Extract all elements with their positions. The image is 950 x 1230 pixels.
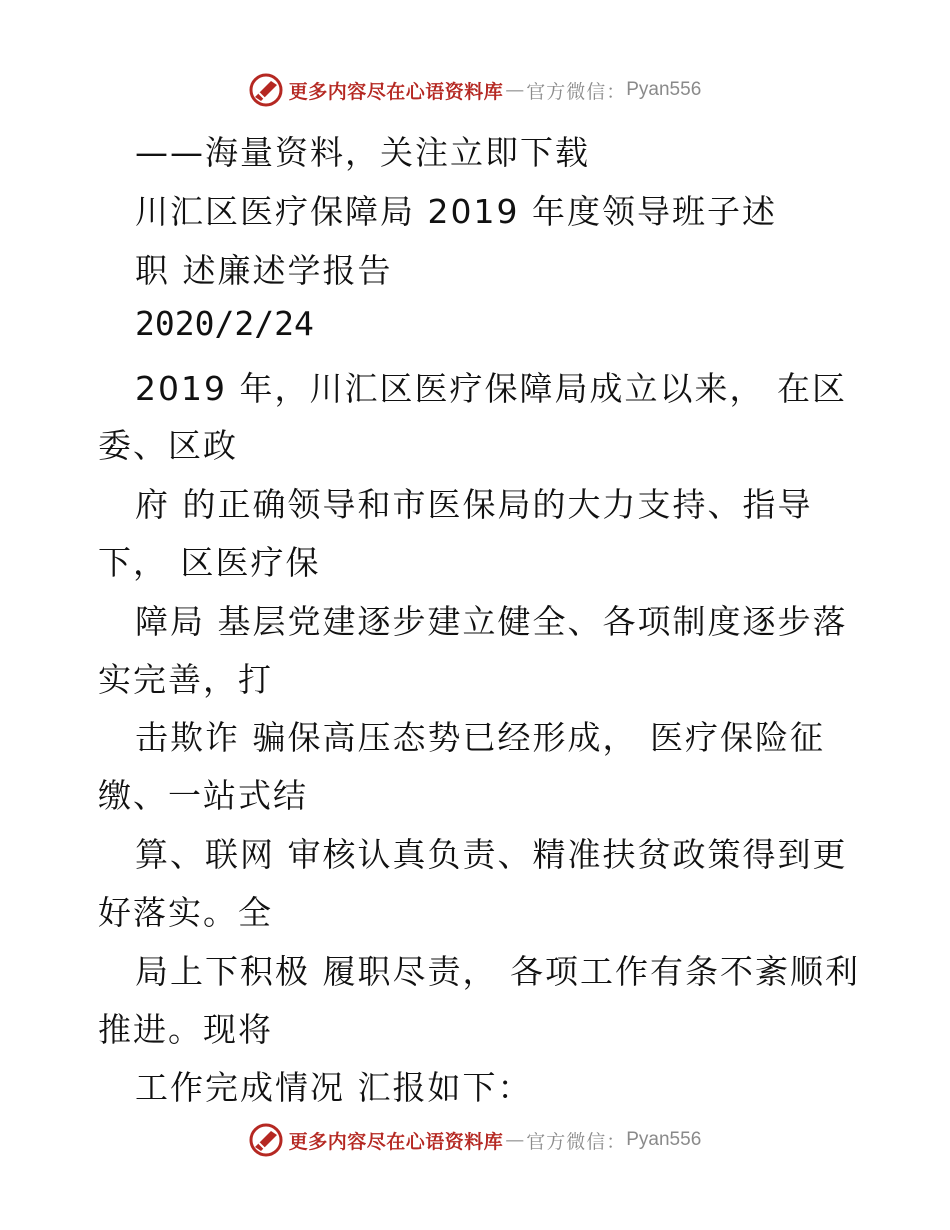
banner-wechat-label: 官方微信： — [526, 80, 627, 103]
footer-banner — [0, 1120, 950, 1160]
banner-wechat-id: Pyan556 — [626, 79, 702, 100]
doc-line-15: 局上下积极 履职尽责， 各项工作有条不紊顺利 — [135, 952, 860, 991]
doc-line-5: 2019 年，川汇区医疗保障局成立以来， 在区 — [135, 369, 847, 408]
doc-line-10: 实完善，打 — [98, 660, 273, 699]
doc-line-9: 障局 基层党建逐步建立健全、各项制度逐步落 — [135, 602, 848, 641]
doc-date: 2020/2/24 — [135, 304, 314, 343]
banner-main-text: 更多内容尽在心语资料库 — [288, 1130, 504, 1153]
doc-line-6: 委、区政 — [98, 426, 238, 465]
doc-line-13: 算、联网 审核认真负责、精准扶贫政策得到更 — [135, 835, 848, 874]
doc-line-14: 好落实。全 — [98, 893, 273, 932]
banner-dash: — — [505, 1129, 525, 1151]
header-banner — [0, 70, 950, 110]
doc-line-17: 工作完成情况 汇报如下： — [135, 1068, 533, 1107]
doc-line-7: 府 的正确领导和市医保局的大力支持、指导 — [135, 485, 813, 524]
doc-line-12: 缴、一站式结 — [98, 776, 308, 815]
brand-logo-icon — [249, 1123, 283, 1157]
banner-main-text: 更多内容尽在心语资料库 — [288, 80, 504, 103]
doc-line-1: ——海量资料，关注立即下载 — [135, 133, 590, 172]
doc-title-line-2: 职 述廉述学报告 — [135, 251, 393, 290]
banner-wechat-label: 官方微信： — [526, 1130, 627, 1153]
brand-logo-icon — [249, 73, 283, 107]
banner-dash: — — [505, 79, 525, 101]
doc-line-16: 推进。现将 — [98, 1010, 273, 1049]
doc-line-8: 下， 区医疗保 — [98, 543, 321, 582]
doc-title-line-1: 川汇区医疗保障局 2019 年度领导班子述 — [135, 192, 777, 231]
banner-wechat-id: Pyan556 — [626, 1129, 702, 1150]
doc-line-11: 击欺诈 骗保高压态势已经形成， 医疗保险征 — [135, 718, 825, 757]
